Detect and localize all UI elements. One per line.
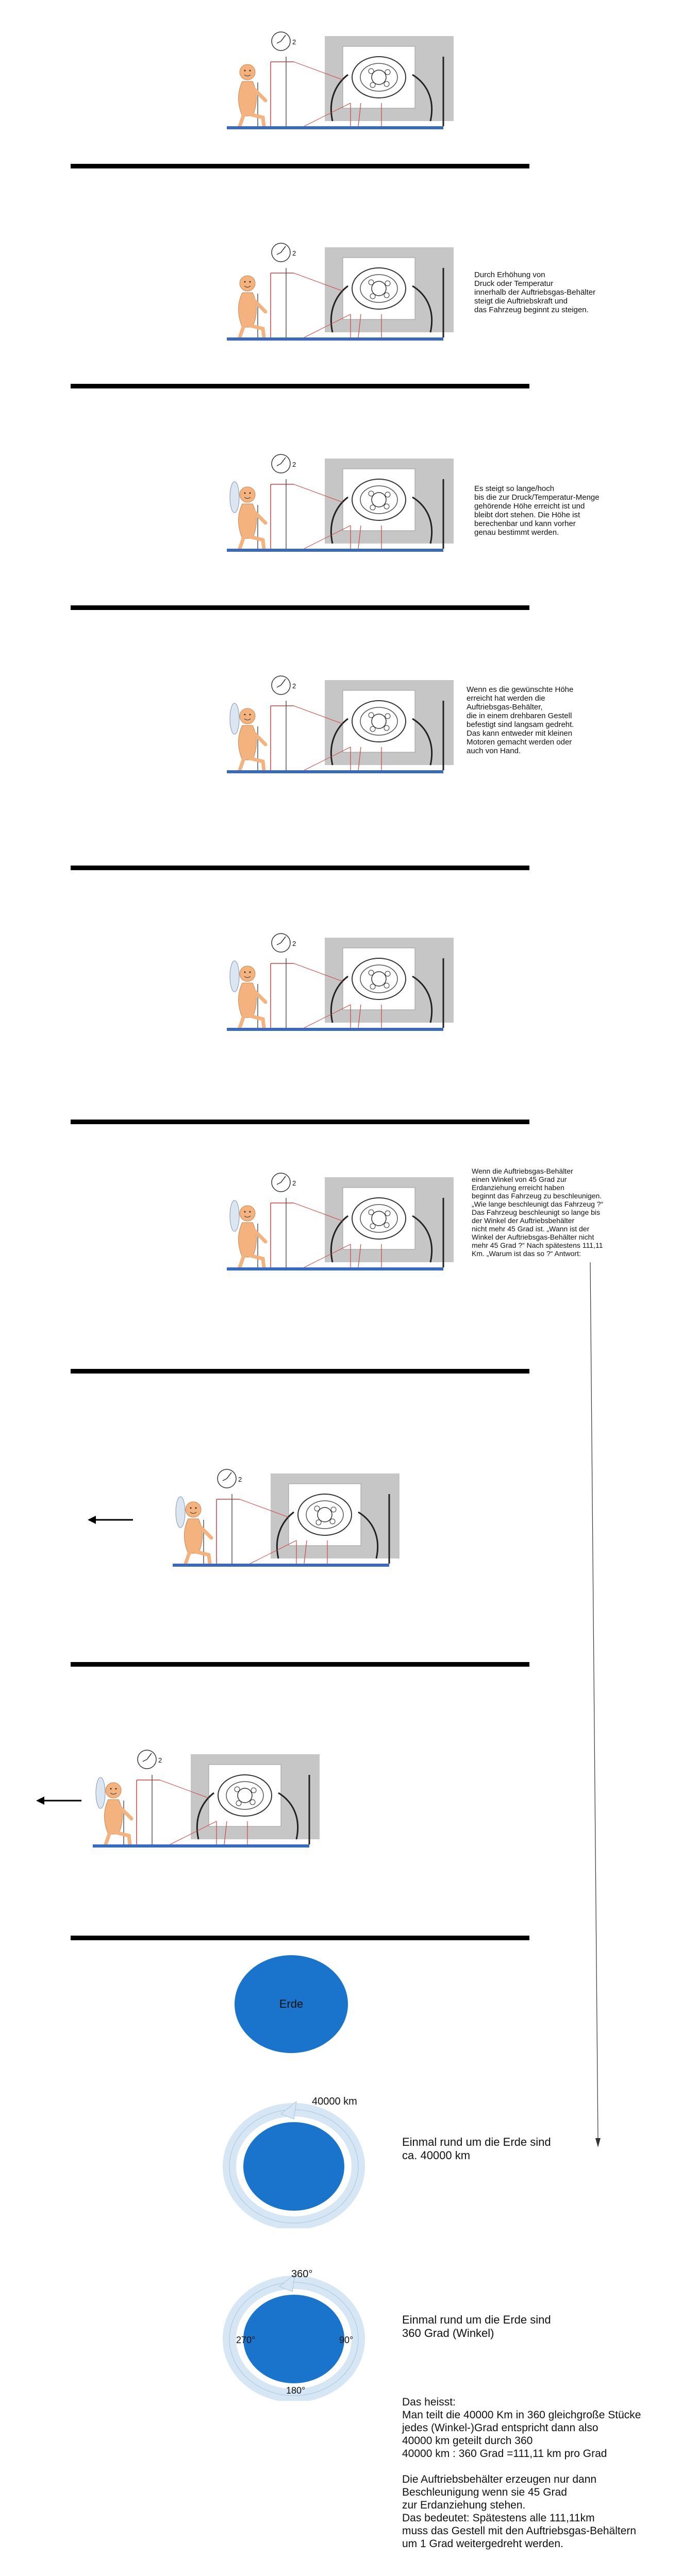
- angle-label-left: 270°: [236, 2335, 256, 2345]
- vehicle-scene: [173, 1463, 415, 1571]
- connector-arrow: [588, 1262, 603, 2148]
- gauge-label: 2: [292, 940, 296, 947]
- circumference-diagram: [222, 2094, 371, 2228]
- direction-arrow: [88, 1515, 134, 1525]
- direction-arrow: [36, 1795, 82, 1806]
- panel-divider: [71, 164, 529, 168]
- gauge-label: 2: [292, 461, 296, 468]
- angle-label-top: 360°: [291, 2268, 313, 2280]
- panel-caption: Wenn es die gewünschte Höhe erreicht hat werden die Auftriebsgas-Behälter, die in einem drehbaren Gestell befestigt sind langsam gedreht. Das kann entweder mit kleinen Motoren gemacht werden oder auch von Hand.: [467, 685, 574, 755]
- angle-label-bottom: 180°: [286, 2385, 306, 2396]
- circumference-text: Einmal rund um die Erde sind ca. 40000 km: [402, 2136, 551, 2162]
- panel-caption: Es steigt so lange/hoch bis die zur Druck/Temperatur-Menge gehörende Höhe erreicht ist und bleibt dort stehen. Die Höhe ist berechenbar und kann vorher genau bestimmt werden.: [474, 484, 600, 537]
- circumference-label: 40000 km: [312, 2096, 357, 2107]
- angle-label-right: 90°: [339, 2335, 354, 2345]
- gauge-label: 2: [292, 1179, 296, 1187]
- vehicle-scene: [227, 670, 469, 778]
- gauge-label: 2: [292, 249, 296, 257]
- vehicle-scene: [227, 448, 469, 556]
- degrees-diagram: [222, 2262, 371, 2401]
- panel-divider: [71, 1369, 529, 1374]
- degrees-text: Einmal rund um die Erde sind 360 Grad (Winkel): [402, 2313, 551, 2340]
- vehicle-scene: [227, 26, 469, 134]
- earth-diagram: [232, 1953, 351, 2056]
- vehicle-scene: [227, 1167, 469, 1275]
- panel-divider: [71, 1120, 529, 1124]
- panel-divider: [71, 1936, 529, 1940]
- vehicle-scene: [93, 1744, 335, 1852]
- explanation-text: Das heisst: Man teilt die 40000 Km in 360 gleichgroße Stücke jedes (Winkel-)Grad entspricht dann also 40000 km geteilt durch 360 40000 km : 360 Grad =111,11 km pro Grad Die Auftriebsbehälter erzeugen nur dann Beschleunigung wenn sie 45 Grad zur Erdanziehung stehen. Das bedeutet: Spätestens alle 111,11km muss das Gestell mit den Auftriebsgas-Behältern um 1 Grad weitergedreht werden.: [402, 2396, 641, 2550]
- vehicle-scene: [227, 237, 469, 345]
- gauge-label: 2: [238, 1476, 242, 1483]
- gauge-label: 2: [158, 1756, 162, 1764]
- panel-divider: [71, 384, 529, 388]
- gauge-label: 2: [292, 38, 296, 46]
- vehicle-scene: [227, 927, 469, 1036]
- panel-divider: [71, 605, 529, 610]
- panel-divider: [71, 866, 529, 870]
- panel-divider: [71, 1662, 529, 1667]
- gauge-label: 2: [292, 682, 296, 690]
- panel-caption: Wenn die Auftriebsgas-Behälter einen Winkel von 45 Grad zur Erdanziehung erreicht haben beginnt das Fahrzeug zu beschleunigen. „Wie lange beschleunigt das Fahrzeug ?“ Das Fahrzeug beschleunigt so lange bis der Winkel der Auftriebsbehälter nicht mehr 45 Grad ist. „Wann ist der Winkel der Auftriebsgas-Behälter nicht mehr 45 Grad ?“ Nach spätestens 111,11 Km. „Warum ist das so ?“ Antwort:: [472, 1167, 604, 1258]
- panel-caption: Durch Erhöhung von Druck oder Temperatur innerhalb der Auftriebsgas-Behälter steigt die Auftriebskraft und das Fahrzeug beginnt zu steigen.: [474, 270, 596, 314]
- earth-label: Erde: [279, 1997, 304, 2010]
